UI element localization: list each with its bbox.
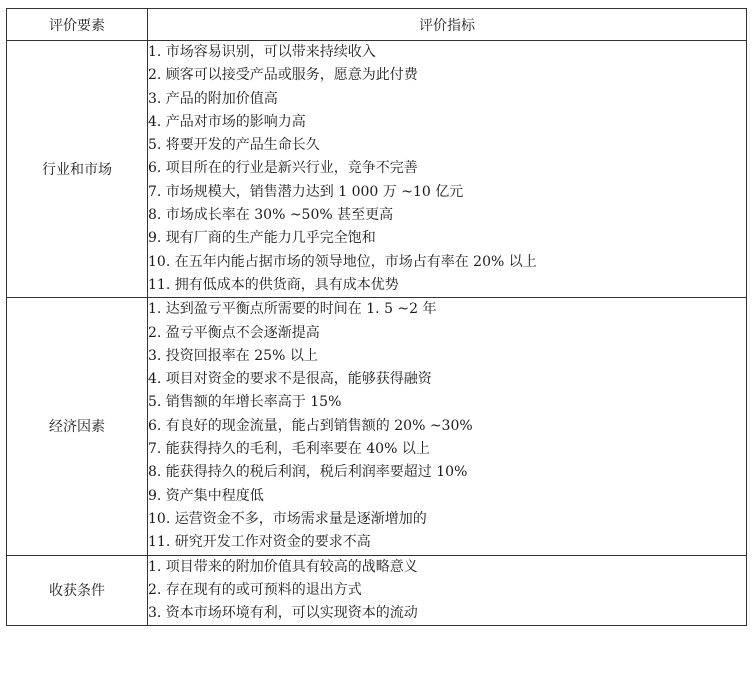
indicator-list: [148, 298, 746, 554]
list-item: 3. 资本市场环境有利，可以实现资本的流动: [148, 605, 418, 622]
table-row: [7, 298, 747, 555]
list-item: 7. 市场规模大，销售潜力达到 1 000 万 ~10 亿元: [148, 183, 464, 200]
factor-cell: 收获条件: [7, 555, 148, 626]
list-item: 6. 有良好的现金流量，能占到销售额的 20% ~30%: [148, 417, 473, 434]
table-row: [7, 555, 747, 626]
factor-cell: 行业和市场: [7, 41, 148, 298]
list-item: 11. 研究开发工作对资金的要求不高: [148, 534, 371, 551]
list-item: 10. 在五年内能占据市场的领导地位，市场占有率在 20% 以上: [148, 253, 537, 270]
list-item: 9. 现有厂商的生产能力几乎完全饱和: [148, 230, 376, 247]
list-item: 2. 盈亏平衡点不会逐渐提高: [148, 324, 320, 341]
list-item: 2. 顾客可以接受产品或服务，愿意为此付费: [148, 67, 418, 84]
list-item: 3. 投资回报率在 25% 以上: [148, 347, 318, 364]
header-evaluation-indicator: 评价指标: [148, 9, 747, 41]
indicator-cell: [148, 298, 747, 555]
list-item: 2. 存在现有的或可预料的退出方式: [148, 581, 362, 598]
list-item: 5. 将要开发的产品生命长久: [148, 137, 320, 154]
list-item: 7. 能获得持久的毛利，毛利率要在 40% 以上: [148, 441, 430, 458]
list-item: 1. 项目带来的附加价值具有较高的战略意义: [148, 558, 418, 575]
list-item: 5. 销售额的年增长率高于 15%: [148, 394, 342, 411]
list-item: 9. 资产集中程度低: [148, 487, 264, 504]
list-item: 1. 达到盈亏平衡点所需要的时间在 1. 5 ~2 年: [148, 301, 437, 318]
list-item: 11. 拥有低成本的供货商，具有成本优势: [148, 276, 399, 293]
list-item: 6. 项目所在的行业是新兴行业，竞争不完善: [148, 160, 418, 177]
list-item: 8. 市场成长率在 30% ~50% 甚至更高: [148, 207, 394, 224]
indicator-cell: [148, 555, 747, 626]
factor-cell: 经济因素: [7, 298, 148, 555]
list-item: 8. 能获得持久的税后利润，税后利润率要超过 10%: [148, 464, 468, 481]
list-item: 4. 项目对资金的要求不是很高，能够获得融资: [148, 371, 432, 388]
list-item: 10. 运营资金不多，市场需求量是逐渐增加的: [148, 510, 427, 527]
list-item: 3. 产品的附加价值高: [148, 90, 278, 107]
list-item: 1. 市场容易识别，可以带来持续收入: [148, 44, 376, 60]
table-header-row: [7, 9, 747, 41]
list-item: 4. 产品对市场的影响力高: [148, 113, 306, 130]
header-evaluation-factor: 评价要素: [7, 9, 148, 41]
evaluation-table: [6, 8, 747, 626]
indicator-list: [148, 41, 746, 297]
table-row: [7, 41, 747, 298]
indicator-list: [148, 556, 746, 626]
indicator-cell: [148, 41, 747, 298]
